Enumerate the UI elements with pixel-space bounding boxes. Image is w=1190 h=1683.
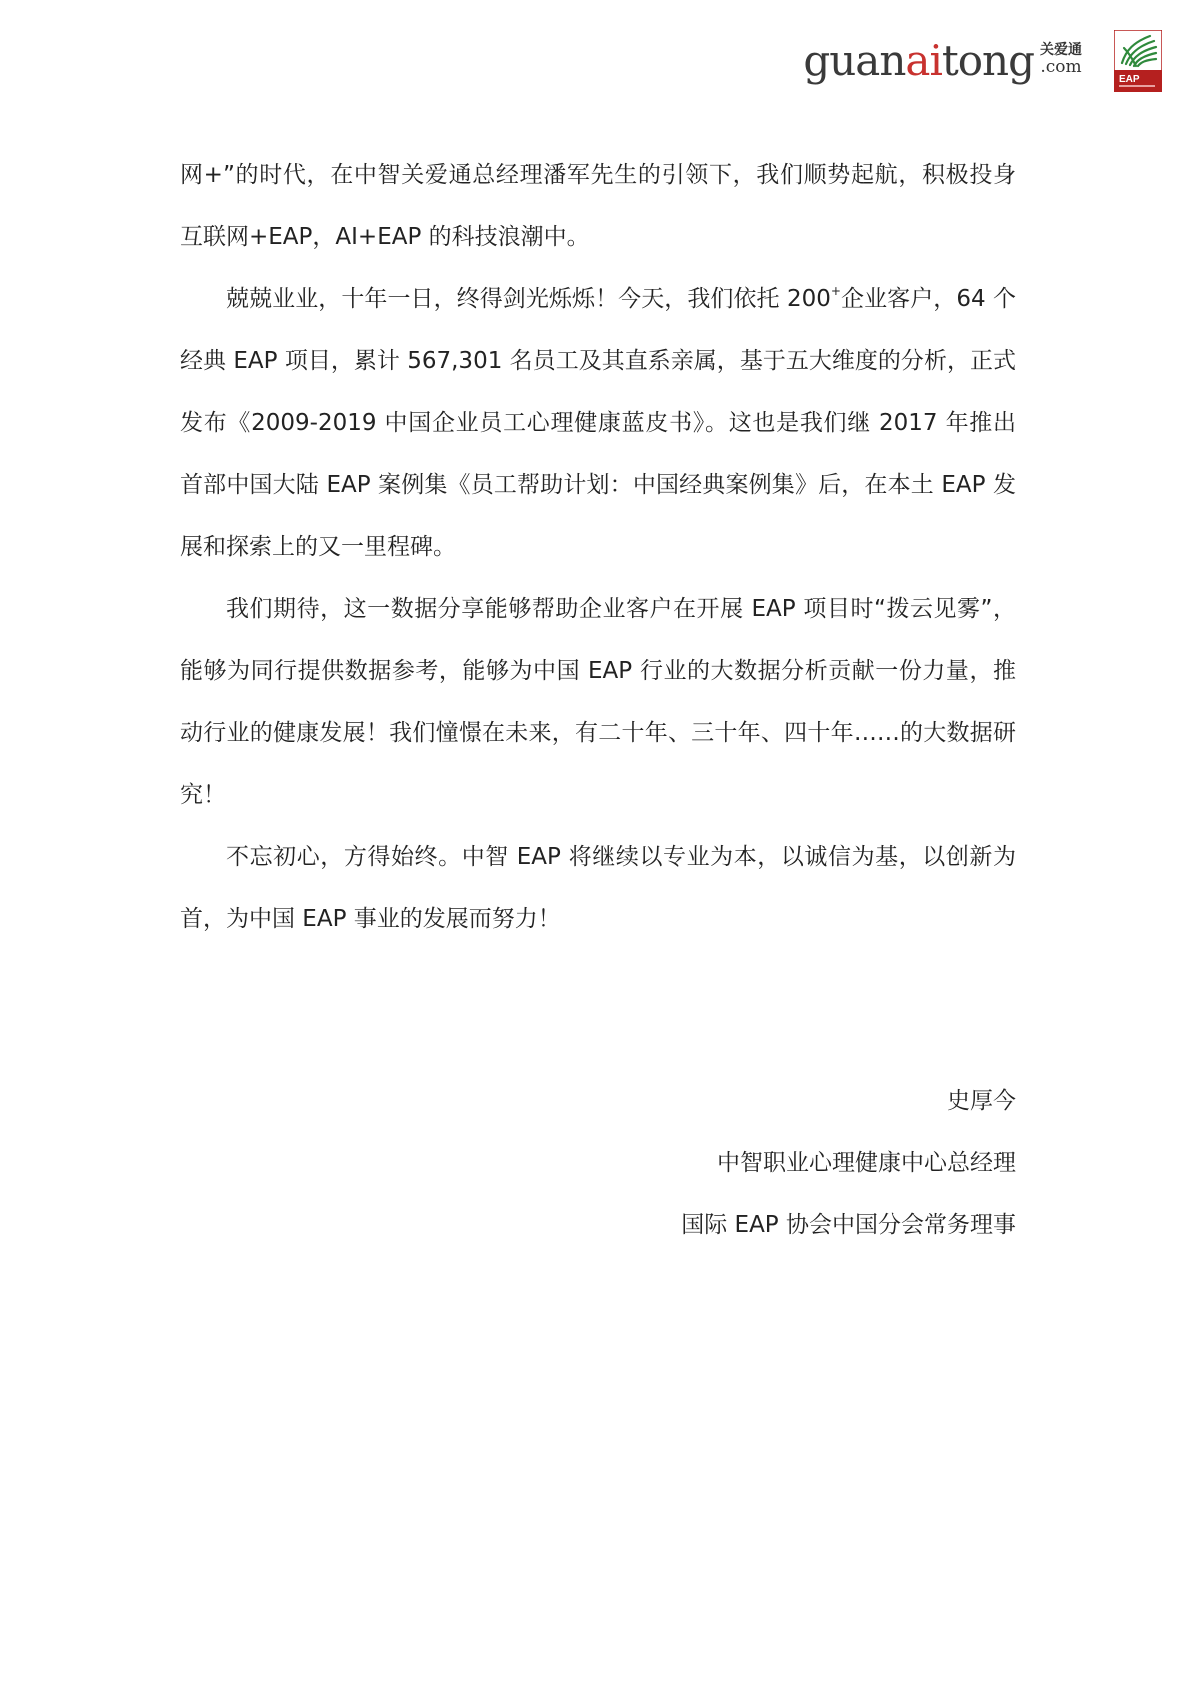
paragraph-4: 不忘初心，方得始终。中智 EAP 将继续以专业为本，以诚信为基，以创新为首，为中国 EAP 事业的发展而努力！ [180, 844, 1016, 932]
signature-title-2: 国际 EAP 协会中国分会常务理事 [681, 1212, 1016, 1238]
signature-name: 史厚今 [947, 1088, 1016, 1114]
letter-body [180, 144, 1016, 950]
paragraph-3: 我们期待，这一数据分享能够帮助企业客户在开展 EAP 项目时“拨云见雾”，能够为同行提供数据参考，能够为中国 EAP 行业的大数据分析贡献一份力量，推动行业的健康发展！我们憧憬在未来，有二十年、三十年、四十年……的大数据研究！ [180, 596, 1016, 808]
wordmark-pre: guan [803, 36, 906, 85]
paragraph-2-part-2: 企业客户，64 个经典 EAP 项目，累计 567,301 名员工及其直系亲属，基于五大维度的分析，正式发布《2009-2019 中国企业员工心理健康蓝皮书》。这也是我们继 2017 年推出首部中国大陆 EAP 案例集《员工帮助计划：中国经典案例集》后，在本土 EAP 发展和探索上的又一里程碑。 [180, 286, 1016, 560]
superscript-plus: + [830, 284, 841, 298]
paragraph-2 [180, 268, 1016, 578]
eap-logo-icon [1114, 30, 1162, 92]
badge-text: EAP [1119, 74, 1140, 85]
signature-title-1: 中智职业心理健康中心总经理 [717, 1150, 1016, 1176]
site-tag-domain: .com [1040, 56, 1082, 77]
paragraph-1: 网+”的时代，在中智关爱通总经理潘军先生的引领下，我们顺势起航，积极投身互联网+EAP，AI+EAP 的科技浪潮中。 [180, 162, 1016, 250]
site-tag [1040, 43, 1082, 76]
signature-block [180, 1070, 1016, 1256]
header-logo [803, 30, 1162, 92]
site-tag-chinese: 关爱通 [1040, 41, 1082, 58]
paragraph-2-part-1: 兢兢业业，十年一日，终得剑光烁烁！今天，我们依托 200 [226, 286, 831, 312]
wordmark-post: tong [941, 36, 1034, 85]
wordmark-accent: ai [905, 36, 942, 85]
guanaitong-wordmark [803, 36, 1034, 85]
